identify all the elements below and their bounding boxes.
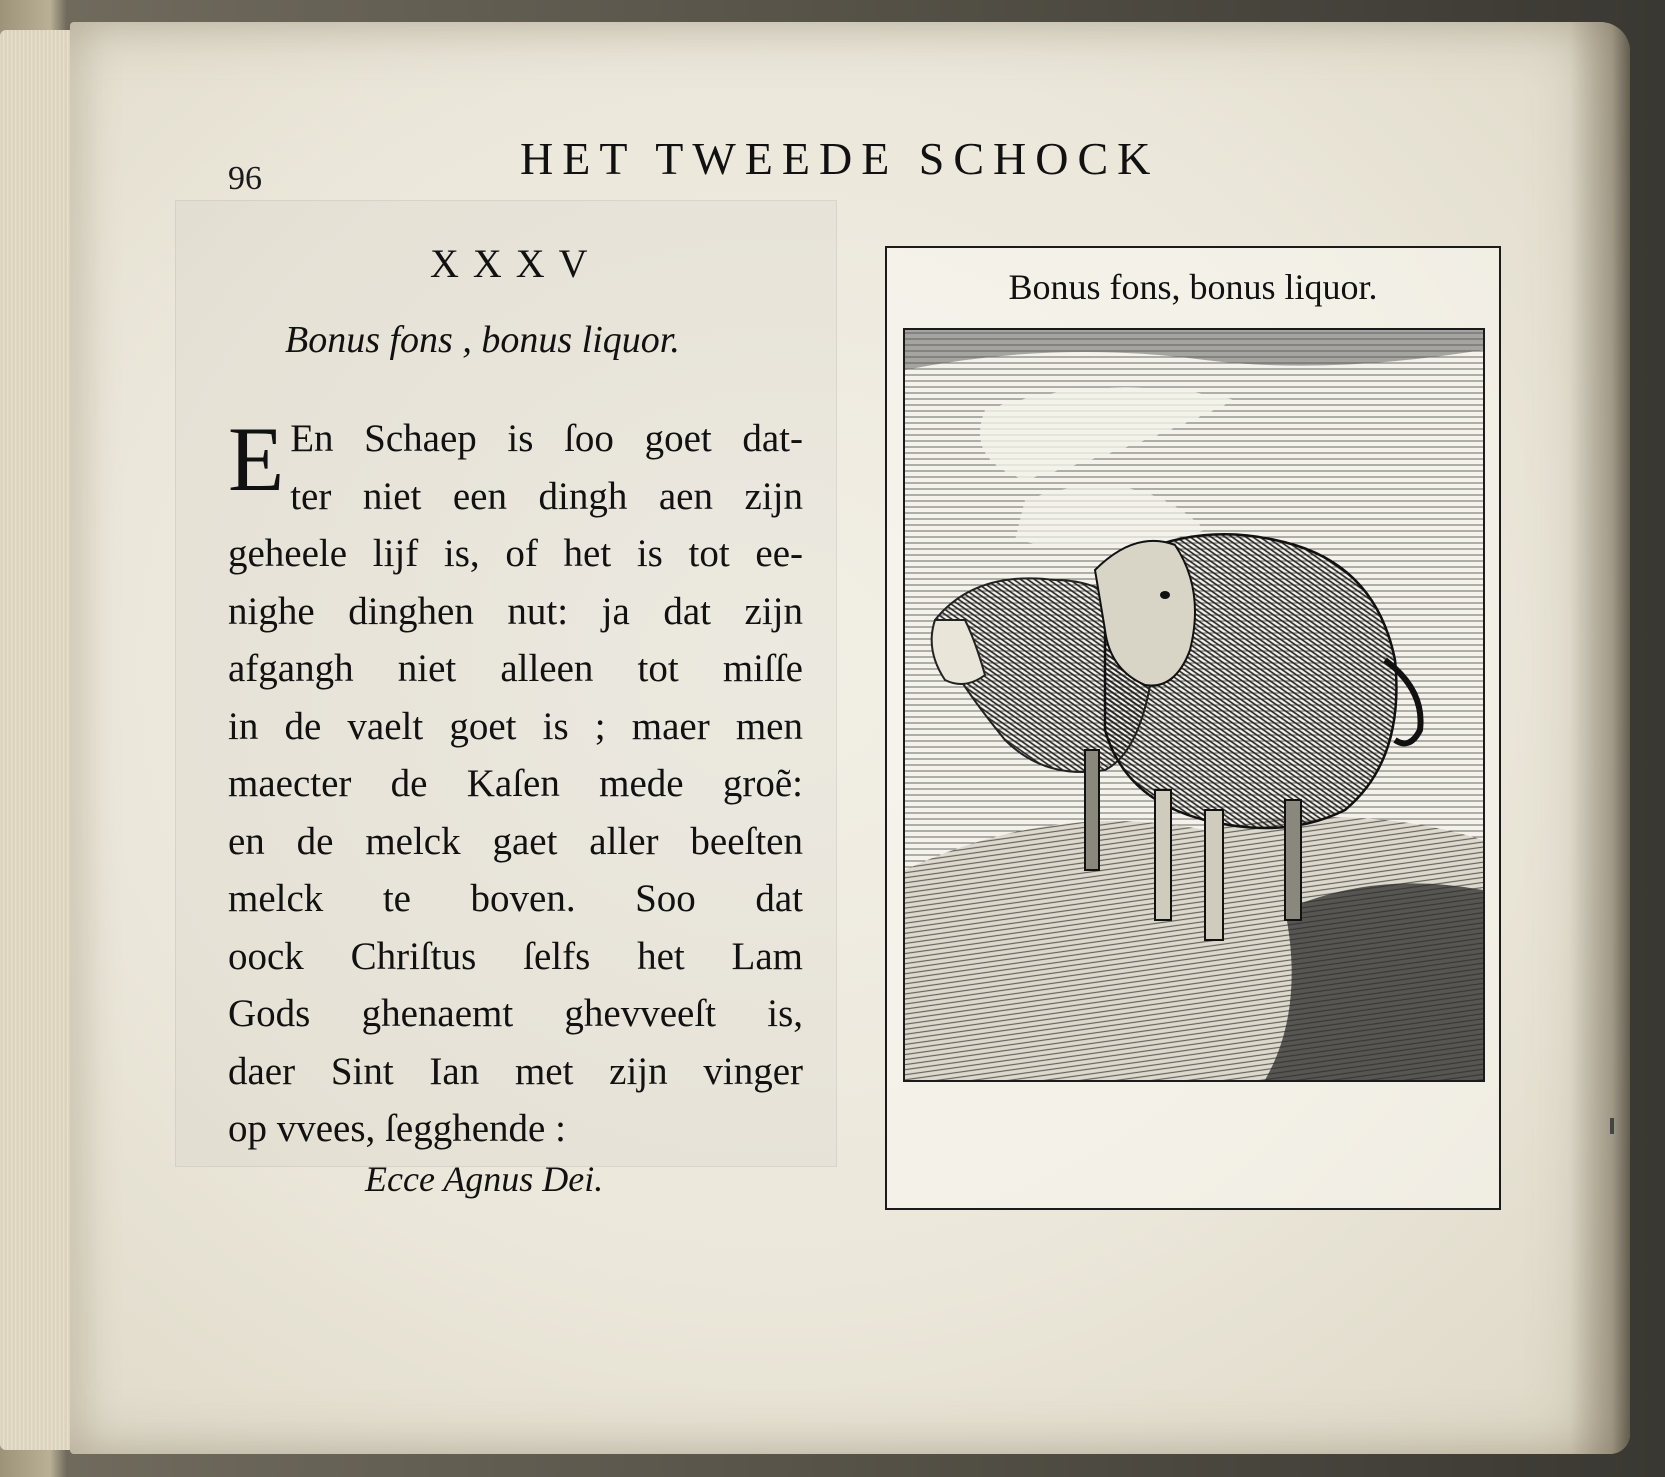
engraving-illustration (905, 330, 1483, 1080)
two-sheep-engraving (903, 328, 1485, 1082)
emblem-plate (885, 246, 1501, 1210)
plate-motto: Bonus fons, bonus liquor. (1008, 267, 1378, 307)
emblem-number: XXXV (430, 241, 602, 286)
text-line: daer Sint Ian met zijn vinger (228, 1049, 803, 1093)
text-line: afgangh niet alleen tot miſſe (228, 647, 803, 690)
text-line: en de melck gaet aller beeſten (228, 819, 803, 863)
emblem-motto: Bonus fons , bonus liquor. (285, 319, 680, 361)
margin-mark (1610, 1118, 1614, 1134)
text-line: melck te boven. Soo dat (228, 877, 803, 920)
text-line: op vvees, ſegghende : (228, 1107, 566, 1150)
text-line: En Schaep is ſoo goet dat- (290, 417, 803, 460)
running-head: HET TWEEDE SCHOCK (520, 133, 1160, 184)
text-line: Gods ghenaemt ghevveeſt is, (228, 992, 803, 1035)
scripture-quote: Ecce Agnus Dei. (365, 1159, 604, 1199)
emblem-text (228, 410, 803, 1158)
text-line: ter niet een dingh aen zijn (290, 474, 803, 518)
page-fold-shadow (1570, 22, 1630, 1454)
page-edges (0, 30, 80, 1450)
text-line: oock Chriſtus ſelfs het Lam (228, 934, 803, 978)
text-line: in de vaelt goet is ; maer men (228, 704, 803, 748)
text-line: geheele lijf is, of het is tot ee- (228, 532, 803, 575)
text-line: maecter de Kaſen mede groẽ: (228, 762, 803, 805)
page-number: 96 (228, 160, 262, 197)
drop-cap: E (228, 408, 285, 510)
text-line: nighe dinghen nut: ja dat zijn (228, 589, 803, 633)
